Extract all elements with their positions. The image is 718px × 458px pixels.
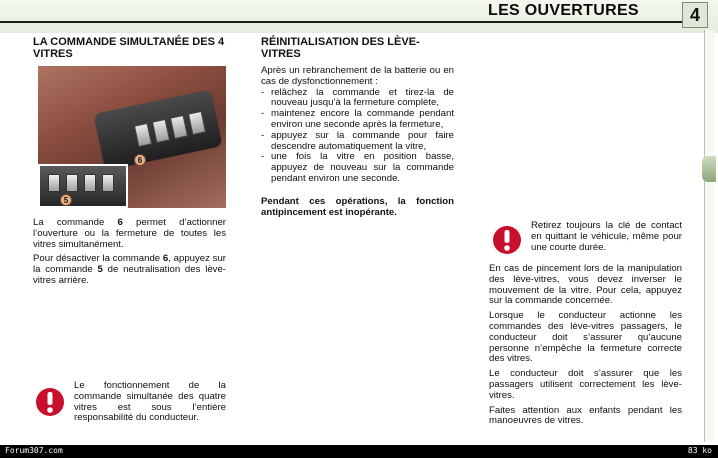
callout-6: 6 (134, 154, 146, 166)
warning-exclamation-icon (492, 225, 522, 255)
footer-site: Forum307.com (5, 446, 63, 455)
chapter-number: 4 (682, 2, 708, 28)
warning-text-key: Retirez toujours la clé de contact en quittant le véhicule, même pour une courte durée. (531, 220, 682, 253)
anti-pinch-note: Pendant ces opérations, la fonction antipincement est inopérante. (261, 195, 454, 218)
reinit-intro: Après un rebranchement de la batterie ou en cas de dysfonctionnement : (261, 65, 454, 87)
rear-window-switch (102, 174, 114, 192)
column-reinit (261, 37, 454, 222)
heading-simultaneous: LA COMMANDE SIMULTANÉE DES 4 VITRES (33, 36, 225, 60)
footer-size: 83 ko (687, 446, 712, 455)
inset-photo (38, 164, 128, 208)
para-passenger-controls: Lorsque le conducteur actionne les commandes des lève-vitres passagers, le conducteur doit s’assurer qu’aucune personne n’empêche la fermeture correcte des vitres. (489, 310, 682, 365)
header-rule (0, 21, 700, 23)
section-title: LES OUVERTURES (488, 2, 639, 19)
para-command-6: La commande 6 permet d’actionner l’ouverture ou la fermeture de toutes les vitres simultanément. (33, 217, 226, 250)
reinit-step: - une fois la vitre en position basse, appuyez de nouveau sur la commande pendant environ une seconde. (261, 152, 454, 184)
para-pinching: En cas de pincement lors de la manipulation des lève-vitres, vous devez inverser le mouvement de la vitre. Pour cela, appuyez sur la commande concernée. (489, 263, 682, 307)
column-safety (489, 264, 682, 431)
warning-exclamation-icon (35, 387, 65, 417)
page-edge (704, 30, 714, 442)
rear-window-switch (48, 174, 60, 192)
para-children: Faites attention aux enfants pendant les manoeuvres de vitres. (489, 404, 682, 427)
para-disable: Pour désactiver la commande 6, appuyez sur la commande 5 de neutralisation des lève-vitres arrière. (33, 253, 226, 286)
reinit-step: - relâchez la commande et tirez-la de nouveau jusqu’à la fermeture complète, (261, 88, 454, 110)
reinit-steps (261, 88, 454, 185)
reinit-step: - maintenez encore la commande pendant environ une seconde après la fermeture, (261, 109, 454, 131)
rear-window-switch (66, 174, 78, 192)
window-switch-photo (38, 66, 226, 208)
heading-reinit: RÉINITIALISATION DES LÈVE-VITRES (261, 36, 420, 60)
reinit-step: - appuyez sur la commande pour faire descendre automatiquement la vitre, (261, 131, 454, 153)
warning-text-driver: Le fonctionnement de la commande simultanée des quatre vitres est sous l’entière responsabilité du conducteur. (74, 380, 226, 424)
para-passenger-usage: Le conducteur doit s’assurer que les passagers utilisent correctement les lève-vitres. (489, 368, 682, 401)
footer-bar (0, 445, 718, 458)
rear-window-switch (84, 174, 96, 192)
column-simultaneous-windows (33, 37, 226, 291)
callout-5: 5 (60, 194, 72, 206)
chapter-tab[interactable] (702, 156, 716, 182)
